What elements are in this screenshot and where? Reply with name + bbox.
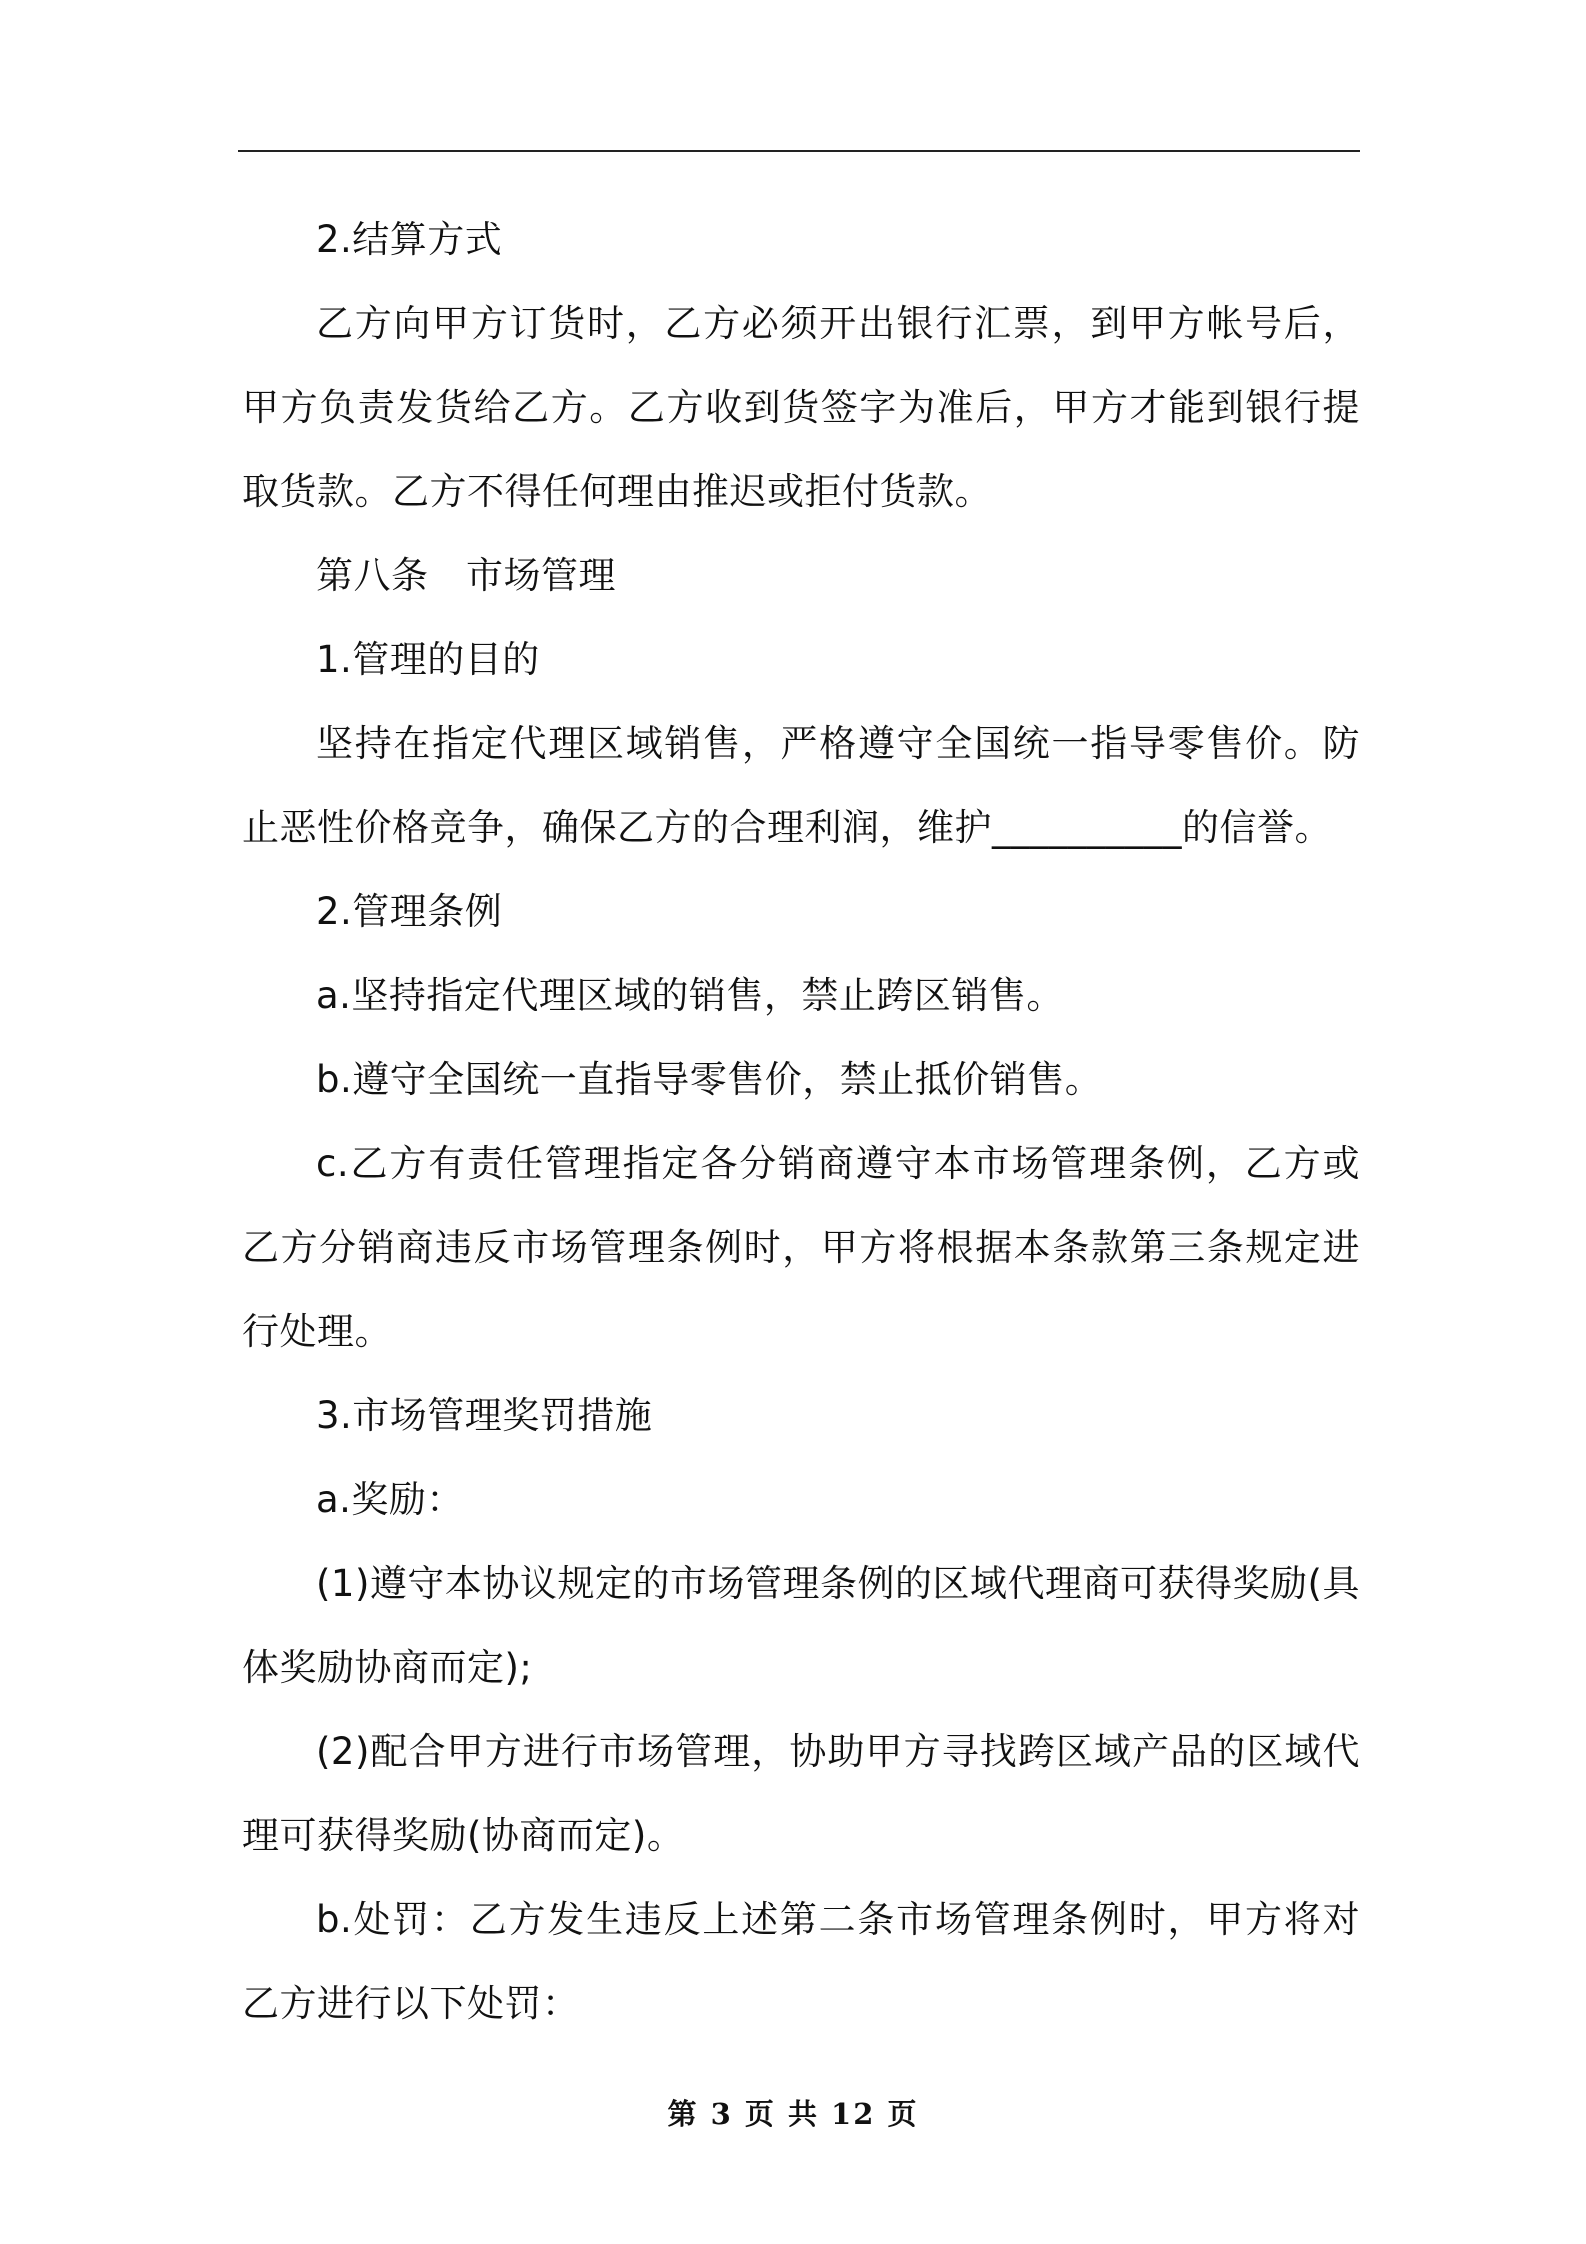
section-heading-rewards-penalties: 3.市场管理奖罚措施 xyxy=(316,1394,653,1437)
page-number-footer: 第 3 页 共 12 页 xyxy=(667,2097,919,2131)
header-divider xyxy=(238,150,1360,152)
list-item-rewards: a.奖励： xyxy=(316,1478,464,1521)
list-item-regulation-a: a.坚持指定代理区域的销售，禁止跨区销售。 xyxy=(316,974,1064,1017)
paragraph-settlement-terms: 乙方向甲方订货时，乙方必须开出银行汇票，到甲方帐号后，甲方负责发货给乙方。乙方收到货签字为准后，甲方才能到银行提取货款。乙方不得任何理由推迟或拒付货款。 xyxy=(242,302,1360,513)
paragraph-purpose: 坚持在指定代理区域销售，严格遵守全国统一指导零售价。防止恶性价格竞争，确保乙方的合理利润，维护__________的信誉。 xyxy=(242,722,1360,849)
list-item-regulation-c: c.乙方有责任管理指定各分销商遵守本市场管理条例，乙方或乙方分销商违反市场管理条例时，甲方将根据本条款第三条规定进行处理。 xyxy=(242,1142,1360,1353)
list-item-reward-1: (1)遵守本协议规定的市场管理条例的区域代理商可获得奖励(具体奖励协商而定); xyxy=(242,1562,1360,1689)
article-heading-market-management: 第八条 市场管理 xyxy=(316,554,616,597)
section-heading-settlement: 2.结算方式 xyxy=(316,218,503,261)
document-body xyxy=(242,198,1360,2046)
list-item-penalties: b.处罚：乙方发生违反上述第二条市场管理条例时，甲方将对乙方进行以下处罚： xyxy=(242,1898,1360,2025)
section-heading-regulations: 2.管理条例 xyxy=(316,890,503,933)
list-item-reward-2: (2)配合甲方进行市场管理，协助甲方寻找跨区域产品的区域代理可获得奖励(协商而定)。 xyxy=(242,1730,1360,1857)
list-item-regulation-b: b.遵守全国统一直指导零售价，禁止抵价销售。 xyxy=(316,1058,1103,1101)
section-heading-purpose: 1.管理的目的 xyxy=(316,638,540,681)
